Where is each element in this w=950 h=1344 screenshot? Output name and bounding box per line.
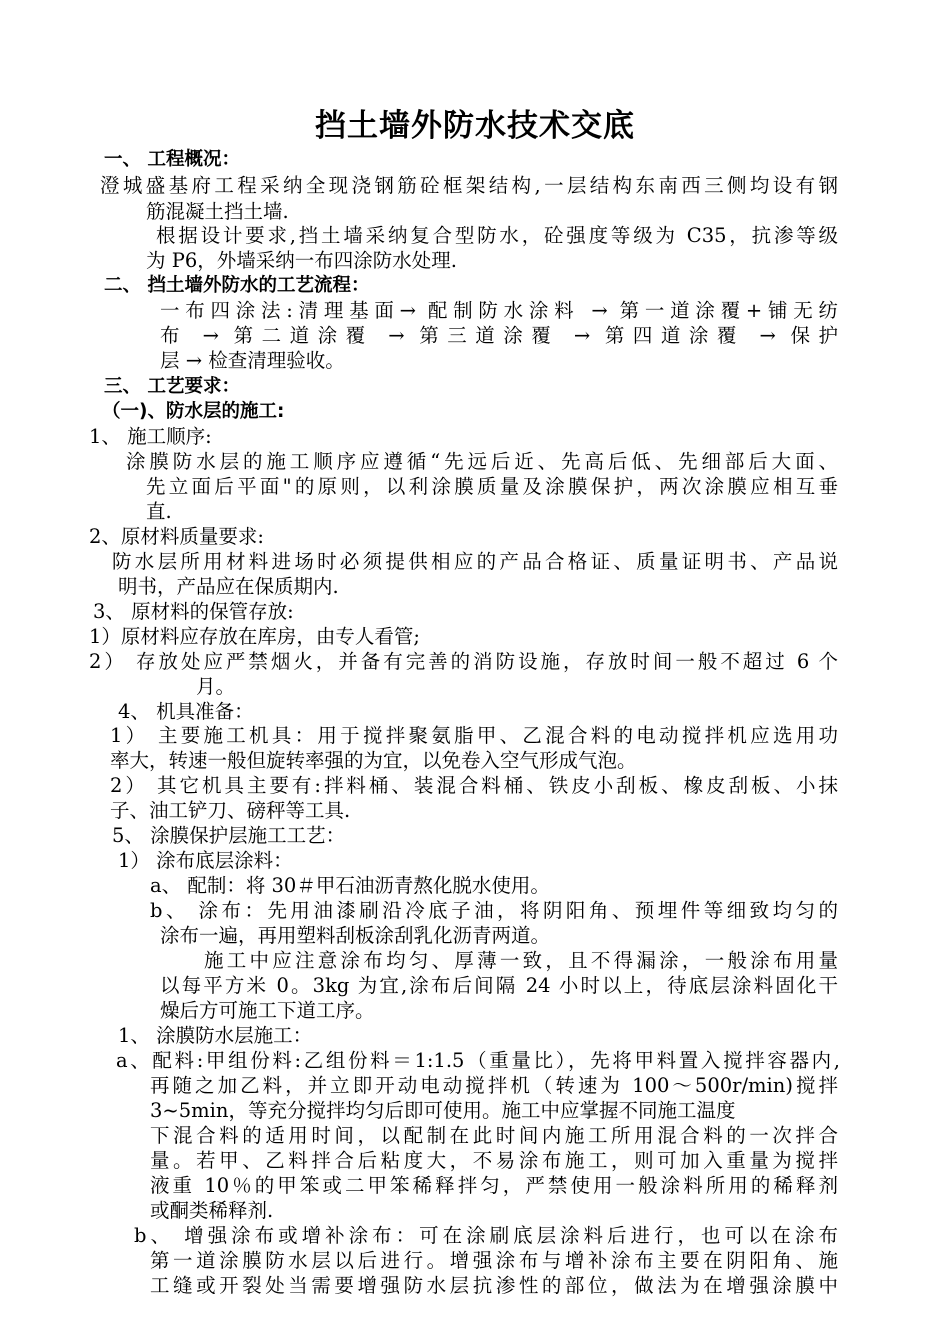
text-line: 工缝或开裂处当需要增强防水层抗渗性的部位，做法为在增强涂膜中 [150, 1274, 838, 1297]
text-line: 或酮类稀释剂. [150, 1199, 274, 1222]
text-line: 布 → 第二道涂覆 → 第三道涂覆 → 第四道涂覆 → 保护 [160, 324, 838, 347]
text-line: 下混合料的适用时间，以配制在此时间内施工所用混合料的一次拌合 [150, 1124, 838, 1147]
item-heading: 4、 机具准备： [118, 700, 254, 723]
text-line: 筋混凝土挡土墙. [146, 200, 289, 223]
section-heading: 二、 挡土墙外防水的工艺流程： [104, 275, 370, 296]
text-line: 月。 [196, 675, 236, 698]
text-line: 1）原材料应存放在库房，由专人看管; [89, 625, 420, 648]
text-line: 燥后方可施工下道工序。 [160, 999, 375, 1022]
item-heading: 5、 涂膜保护层施工工艺： [112, 824, 346, 847]
text-line: 先立面后平面"的原则，以利涂膜质量及涂膜保护，两次涂膜应相互垂 [146, 475, 838, 498]
text-line: 第一道涂膜防水层以后进行。增强涂布与增补涂布主要在阴阳角、施 [150, 1249, 838, 1272]
text-line: 直. [146, 500, 172, 523]
text-line: 以每平方米 0。3kg 为宜,涂布后间隔 24 小时以上，待底层涂料固化干 [160, 974, 838, 997]
text-line: 率大，转速一般但旋转率强的为宜，以免卷入空气形成气泡。 [110, 749, 637, 772]
subsection-heading: （一)、防水层的施工: [102, 401, 285, 422]
text-line: 3~5min，等充分搅拌均匀后即可使用。施工中应掌握不同施工温度 [150, 1099, 736, 1122]
text-line: 明书，产品应在保质期内. [118, 575, 339, 598]
text-line: 液重 10％的甲笨或二甲笨稀释拌匀，严禁使用一般涂料所用的稀释剂 [150, 1174, 838, 1197]
text-line: 1） 主要施工机具：用于搅拌聚氨脂甲、乙混合料的电动搅拌机应选用功 [110, 724, 838, 747]
text-line: 涂膜防水层的施工顺序应遵循“先远后近、先高后低、先细部后大面、 [126, 450, 838, 473]
text-line: 2） 其它机具主要有:拌料桶、装混合料桶、铁皮小刮板、橡皮刮板、小抹 [110, 774, 838, 797]
text-line: b、 增强涂布或增补涂布：可在涂刷底层涂料后进行，也可以在涂布 [134, 1224, 838, 1247]
document-title: 挡土墙外防水技术交底 [315, 108, 635, 144]
text-line: a、配料:甲组份料:乙组份料＝1:1.5（重量比），先将甲料置入搅拌容器内, [116, 1049, 840, 1072]
text-line: 施工中应注意涂布均匀、厚薄一致，且不得漏涂，一般涂布用量 [204, 949, 838, 972]
text-line: 再随之加乙料，并立即开动电动搅拌机（转速为 100～500r/min)搅拌 [150, 1074, 838, 1097]
text-line: 层 → 检查清理验收。 [160, 349, 345, 372]
text-line: 一布四涂法:清理基面→ 配制防水涂料 → 第一道涂覆+铺无纺 [160, 299, 838, 322]
text-line: 量。若甲、乙料拌合后粘度大，不易涂布施工，则可加入重量为搅拌 [150, 1149, 838, 1172]
text-line: 涂布一遍，再用塑料刮板涂刮乳化沥青两道。 [160, 924, 551, 947]
item-heading: 1、 涂膜防水层施工： [118, 1024, 313, 1047]
section-heading: 三、 工艺要求： [104, 376, 240, 397]
text-line: 防水层所用材料进场时必须提供相应的产品合格证、质量证明书、产品说 [112, 550, 838, 573]
text-line: a、 配制：将 30＃甲石油沥青熬化脱水使用。 [150, 874, 550, 897]
item-heading: 3、 原材料的保管存放: [93, 600, 294, 623]
text-line: 为 P6，外墙采纳一布四涂防水处理. [146, 249, 457, 272]
section-heading: 一、 工程概况： [104, 149, 240, 170]
text-line: 子、油工铲刀、磅秤等工具. [110, 799, 351, 822]
text-line: 根据设计要求,挡土墙采纳复合型防水，砼强度等级为 C35，抗渗等级 [156, 224, 838, 247]
item-heading: 1） 涂布底层涂料： [118, 849, 293, 872]
item-heading: 2、原材料质量要求: [89, 525, 264, 548]
text-line: 澄城盛基府工程采纳全现浇钢筋砼框架结构,一层结构东南西三侧均设有钢 [100, 174, 838, 197]
item-heading: 1、 施工顺序: [89, 425, 212, 448]
text-line: b、 涂布：先用油漆刷沿冷底子油，将阴阳角、预埋件等细致均匀的 [150, 899, 838, 922]
text-line: 2） 存放处应严禁烟火，并备有完善的消防设施，存放时间一般不超过 6 个 [89, 650, 838, 673]
